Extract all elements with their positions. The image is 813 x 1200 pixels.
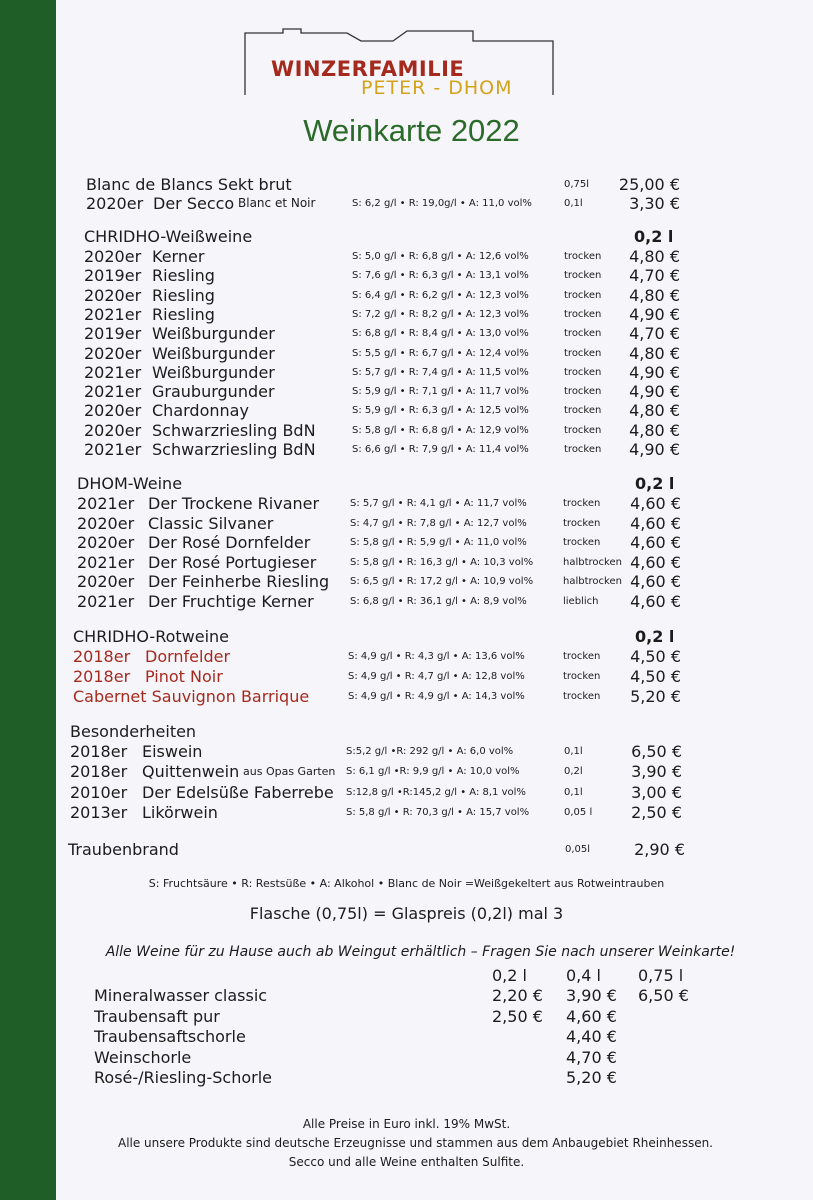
section-unit: 0,2 l (635, 627, 675, 646)
wine-name: Der Rosé Dornfelder (148, 533, 311, 552)
wine-row (0, 344, 813, 364)
wine-year: 2020er (84, 285, 142, 305)
drink-price: 4,40 € (566, 1027, 617, 1047)
wine-price: 4,60 € (630, 494, 681, 513)
wine-name: Quittenwein (142, 762, 240, 782)
wine-name: Riesling (152, 304, 215, 324)
wine-name: Der Edelsüße Faberrebe (142, 782, 334, 802)
wine-analysis: S:5,2 g/l •R: 292 g/l • A: 6,0 vol% (346, 746, 514, 757)
drink-name: Mineralwasser classic (94, 986, 268, 1005)
wine-analysis: S: 4,9 g/l • R: 4,3 g/l • A: 13,6 vol% (348, 651, 525, 662)
drink-row (0, 1027, 813, 1047)
wine-analysis: S: 6,8 g/l • R: 36,1 g/l • A: 8,9 vol% (350, 595, 527, 607)
wine-price: 5,20 € (630, 686, 681, 706)
wine-analysis: S: 5,8 g/l • R: 70,3 g/l • A: 15,7 vol% (346, 806, 530, 818)
wine-price: 4,80 € (629, 401, 680, 421)
wine-style: trocken (564, 347, 602, 359)
wine-row (0, 742, 813, 762)
wine-analysis: S: 5,7 g/l • R: 7,4 g/l • A: 11,5 vol% (352, 366, 529, 378)
wine-style: trocken (564, 405, 602, 417)
wine-analysis: S: 5,9 g/l • R: 6,3 g/l • A: 12,5 vol% (352, 405, 529, 417)
wine-row (0, 783, 813, 803)
wine-row (0, 553, 813, 573)
wine-name: Chardonnay (152, 401, 249, 421)
wine-row (0, 324, 813, 344)
wine-name: Blanc de Blancs Sekt brut (86, 175, 292, 194)
wine-price: 4,80 € (629, 285, 680, 305)
wine-size: 0,2l (564, 766, 583, 778)
wine-year: 2018er (70, 762, 128, 782)
wine-price: 4,60 € (630, 552, 681, 572)
wine-price: 4,90 € (629, 440, 680, 459)
wine-price: 4,90 € (629, 304, 680, 324)
wine-analysis: S: 7,2 g/l • R: 8,2 g/l • A: 12,3 vol% (352, 308, 529, 320)
wine-row (0, 305, 813, 325)
wine-price: 4,80 € (629, 343, 680, 363)
wine-row (0, 647, 813, 667)
drink-price: 6,50 € (638, 986, 689, 1005)
wine-year: 2021er (84, 362, 142, 382)
wine-row (0, 533, 813, 553)
bottle-price-note: Flasche (0,75l) = Glaspreis (0,2l) mal 3 (249, 904, 564, 923)
wine-analysis: S: 5,0 g/l • R: 6,8 g/l • A: 12,6 vol% (352, 251, 529, 262)
drink-price: 3,90 € (566, 986, 617, 1005)
wine-row (0, 440, 813, 460)
wine-style: trocken (564, 444, 602, 455)
wine-name: Kerner (152, 247, 205, 266)
wine-price: 4,70 € (629, 266, 680, 286)
wine-price: 2,50 € (631, 802, 682, 822)
wine-year: 2021er (84, 440, 142, 459)
wine-size: 0,1l (564, 746, 583, 757)
wine-style: trocken (564, 308, 602, 320)
tagline: Alle Weine für zu Hause auch ab Weingut erhältlich – Fragen Sie nach unserer Weinkarte! (105, 944, 736, 960)
wine-year: 2013er (70, 802, 128, 822)
winery-logo (243, 27, 555, 99)
drink-price: 4,60 € (566, 1006, 617, 1026)
wine-row (0, 175, 813, 195)
wine-analysis: S: 6,4 g/l • R: 6,2 g/l • A: 12,3 vol% (352, 289, 529, 301)
wine-price: 4,90 € (629, 362, 680, 382)
wine-year: 2020er (84, 420, 142, 440)
wine-analysis: S: 4,9 g/l • R: 4,7 g/l • A: 12,8 vol% (348, 670, 525, 682)
wine-price: 4,60 € (630, 591, 681, 611)
wine-name-suffix: aus Opas Garten (243, 765, 336, 779)
wine-name: Der Feinherbe Riesling (148, 572, 330, 591)
wine-year: 2020er (77, 572, 135, 591)
wine-price: 6,50 € (631, 742, 682, 761)
wine-analysis: S: 7,6 g/l • R: 6,3 g/l • A: 13,1 vol% (352, 270, 529, 282)
wine-price: 4,60 € (630, 513, 681, 533)
wine-analysis: S: 6,1 g/l •R: 9,9 g/l • A: 10,0 vol% (346, 766, 520, 778)
wine-price: 4,80 € (629, 247, 680, 266)
drink-row (0, 1068, 813, 1088)
wine-style: trocken (564, 328, 602, 340)
drink-name: Traubensaft pur (94, 1006, 220, 1026)
wine-price: 2,90 € (634, 840, 685, 859)
wine-year: 2021er (84, 382, 142, 402)
wine-style: trocken (563, 517, 601, 529)
wine-name: Cabernet Sauvignon Barrique (73, 686, 310, 706)
wine-style: trocken (563, 651, 601, 662)
section-unit: 0,2 l (635, 474, 675, 493)
wine-year: 2020er (84, 343, 142, 363)
wine-year: 2020er (86, 194, 144, 213)
wine-analysis: S: 6,8 g/l • R: 8,4 g/l • A: 13,0 vol% (352, 328, 529, 340)
wine-row (0, 840, 813, 860)
wine-year: 2021er (84, 304, 142, 324)
wine-style: trocken (564, 289, 602, 301)
wine-name: Dornfelder (145, 647, 231, 666)
wine-year: 2019er (84, 266, 142, 286)
drink-row (0, 986, 813, 1006)
wine-style: trocken (563, 670, 601, 682)
footer-line-1: Alle Preise in Euro inkl. 19% MwSt. (302, 1117, 511, 1131)
wine-price: 4,90 € (629, 382, 680, 402)
section-header: Besonderheiten (70, 722, 197, 741)
wine-year: 2020er (77, 513, 135, 533)
wine-style: trocken (563, 498, 601, 509)
wine-year: 2019er (84, 324, 142, 344)
wine-row (0, 401, 813, 421)
wine-price: 4,60 € (630, 533, 681, 552)
wine-style: trocken (563, 690, 601, 702)
wine-name: Classic Silvaner (148, 513, 274, 533)
wine-price: 4,70 € (629, 324, 680, 344)
wine-price: 4,60 € (630, 572, 681, 591)
wine-size: 0,1l (564, 198, 583, 209)
section-header: CHRIDHO-Weißweine (84, 227, 253, 246)
wine-name: Eiswein (142, 742, 203, 761)
wine-style: halbtrocken (563, 556, 622, 568)
wine-style: trocken (564, 251, 602, 262)
section-unit: 0,2 l (634, 227, 674, 246)
wine-row (0, 803, 813, 823)
wine-year: 2021er (77, 494, 135, 513)
wine-analysis: S: 6,2 g/l • R: 19,0g/l • A: 11,0 vol% (352, 198, 532, 209)
wine-size: 0,75l (564, 179, 590, 190)
wine-name: Riesling (152, 266, 215, 286)
wine-year: 2018er (70, 742, 128, 761)
wine-style: trocken (564, 386, 602, 398)
drinks-column-header: 0,2 l (492, 966, 527, 985)
wine-name: Weißburgunder (152, 343, 275, 363)
drink-row (0, 1007, 813, 1027)
section-header: CHRIDHO-Rotweine (73, 627, 230, 646)
wine-year: 2018er (73, 647, 131, 666)
wine-name: Traubenbrand (68, 840, 179, 859)
drink-price: 5,20 € (566, 1068, 617, 1088)
wine-row (0, 494, 813, 514)
wine-price: 4,80 € (629, 420, 680, 440)
wine-price: 3,30 € (629, 194, 680, 213)
wine-row (0, 247, 813, 267)
wine-name: Der Fruchtige Kerner (148, 591, 314, 611)
wine-analysis: S:12,8 g/l •R:145,2 g/l • A: 8,1 vol% (346, 786, 526, 798)
wine-analysis: S: 5,7 g/l • R: 4,1 g/l • A: 11,7 vol% (350, 498, 527, 509)
drink-name: Rosé-/Riesling-Schorle (94, 1068, 272, 1088)
wine-name: Pinot Noir (145, 666, 223, 686)
wine-analysis: S: 5,8 g/l • R: 6,8 g/l • A: 12,9 vol% (352, 424, 529, 436)
drink-name: Traubensaftschorle (94, 1027, 246, 1047)
wine-style: trocken (564, 270, 602, 282)
wine-row (0, 363, 813, 383)
wine-analysis: S: 4,7 g/l • R: 7,8 g/l • A: 12,7 vol% (350, 517, 527, 529)
wine-analysis: S: 4,9 g/l • R: 4,9 g/l • A: 14,3 vol% (348, 690, 525, 702)
wine-style: halbtrocken (563, 576, 622, 587)
drink-row (0, 1048, 813, 1068)
wine-row (0, 687, 813, 707)
wine-name: Der Rosé Portugieser (148, 552, 317, 572)
drink-price: 4,70 € (566, 1047, 617, 1067)
wine-style: lieblich (563, 595, 599, 607)
wine-year: 2020er (77, 533, 135, 552)
wine-row (0, 286, 813, 306)
section-header: DHOM-Weine (77, 474, 183, 493)
wine-name: Riesling (152, 285, 215, 305)
wine-name: Der Secco (153, 194, 235, 213)
wine-name: Weißburgunder (152, 362, 275, 382)
wine-year: 2020er (84, 401, 142, 421)
wine-row (0, 514, 813, 534)
wine-row (0, 592, 813, 612)
footer-line-3: Secco und alle Weine enthalten Sulfite. (288, 1155, 525, 1169)
wine-name: Schwarzriesling BdN (152, 420, 316, 440)
wine-name-suffix: Blanc et Noir (238, 196, 316, 210)
wine-analysis: S: 6,5 g/l • R: 17,2 g/l • A: 10,9 vol% (350, 576, 534, 587)
wine-analysis: S: 5,9 g/l • R: 7,1 g/l • A: 11,7 vol% (352, 386, 529, 398)
wine-row (0, 194, 813, 214)
wine-style: trocken (563, 537, 601, 548)
legend-text: S: Fruchtsäure • R: Restsüße • A: Alkohol • Blanc de Noir =Weißgekeltert aus Rotweintrauben (148, 877, 665, 890)
wine-name: Schwarzriesling BdN (152, 440, 316, 459)
wine-row (0, 421, 813, 441)
wine-year: 2018er (73, 666, 131, 686)
wine-year: 2021er (77, 591, 135, 611)
drinks-column-header: 0,4 l (566, 966, 601, 985)
drink-price: 2,50 € (492, 1006, 543, 1026)
wine-price: 4,50 € (630, 666, 681, 686)
wine-size: 0,05l (565, 844, 591, 855)
wine-price: 3,90 € (631, 762, 682, 782)
wine-year: 2020er (84, 247, 142, 266)
wine-name: Grauburgunder (152, 382, 275, 402)
wine-row (0, 667, 813, 687)
wine-year: 2021er (77, 552, 135, 572)
wine-style: trocken (564, 366, 602, 378)
wine-analysis: S: 5,8 g/l • R: 5,9 g/l • A: 11,0 vol% (350, 537, 527, 548)
wine-price: 4,50 € (630, 647, 681, 666)
wine-style: trocken (564, 424, 602, 436)
wine-year: 2010er (70, 782, 128, 802)
wine-name: Weißburgunder (152, 324, 275, 344)
drink-name: Weinschorle (94, 1047, 192, 1067)
logo-line-1: WINZERFAMILIE (271, 57, 465, 81)
wine-size: 0,1l (564, 786, 583, 798)
wine-analysis: S: 6,6 g/l • R: 7,9 g/l • A: 11,4 vol% (352, 444, 529, 455)
wine-row (0, 382, 813, 402)
wine-name: Likörwein (142, 802, 218, 822)
wine-analysis: S: 5,8 g/l • R: 16,3 g/l • A: 10,3 vol% (350, 556, 534, 568)
wine-price: 3,00 € (631, 782, 682, 802)
wine-row (0, 572, 813, 592)
drinks-column-header: 0,75 l (638, 966, 684, 985)
wine-row (0, 762, 813, 782)
wine-price: 25,00 € (618, 175, 680, 194)
page-title: Weinkarte 2022 (303, 113, 520, 148)
drink-price: 2,20 € (492, 986, 543, 1005)
wine-row (0, 266, 813, 286)
wine-analysis: S: 5,5 g/l • R: 6,7 g/l • A: 12,4 vol% (352, 347, 529, 359)
wine-name: Der Trockene Rivaner (148, 494, 320, 513)
logo-line-2: PETER - DHOM (361, 77, 513, 99)
wine-size: 0,05 l (564, 806, 593, 818)
footer-line-2: Alle unsere Produkte sind deutsche Erzeugnisse und stammen aus dem Anbaugebiet Rheinhessen. (117, 1136, 713, 1150)
